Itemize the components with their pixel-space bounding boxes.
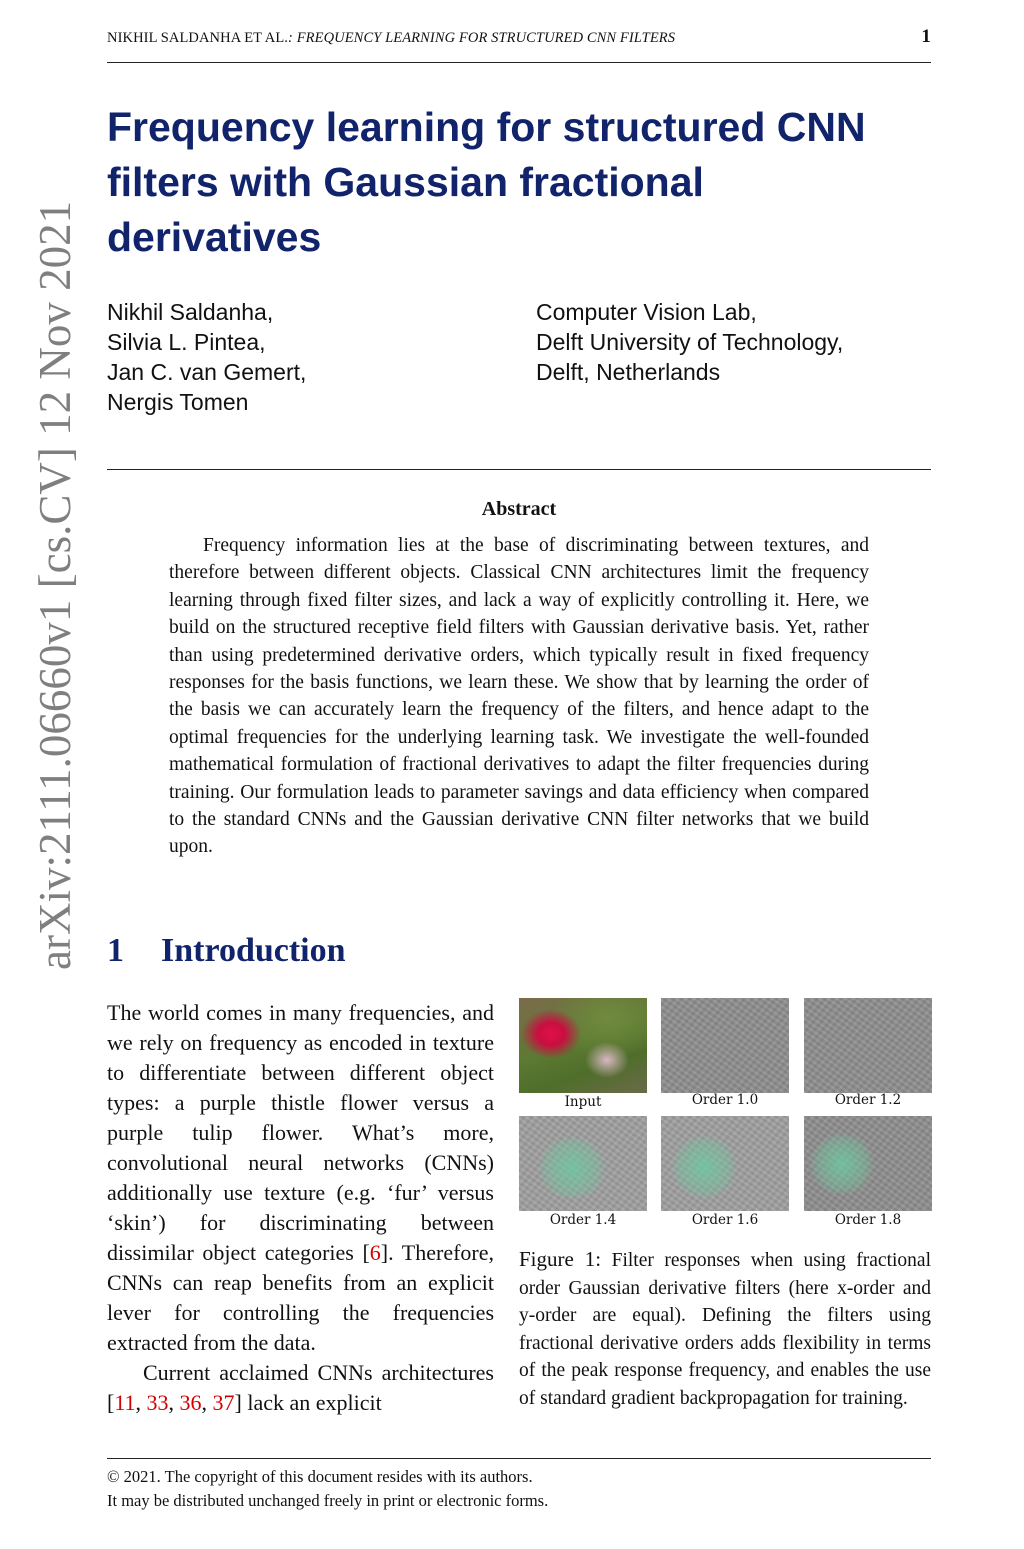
- filter-response-image: [519, 1116, 647, 1211]
- figure-tile-order-1-4: [519, 1116, 647, 1228]
- author-list: [107, 297, 306, 417]
- citation-link[interactable]: 33: [146, 1390, 169, 1415]
- affiliation-line: Computer Vision Lab,: [536, 299, 757, 325]
- section-number: 1: [107, 932, 124, 969]
- intro-paragraph: [107, 998, 494, 1358]
- intro-text-run: Current acclaimed CNNs architectures [: [107, 1360, 494, 1415]
- section-title: Introduction: [161, 932, 346, 969]
- header-rule: [107, 62, 931, 63]
- header-authors: NIKHIL SALDANHA ET AL.: [107, 30, 289, 46]
- figure-tile-order-1-0: [661, 998, 789, 1108]
- figure-1: [519, 998, 932, 1233]
- footer-rule: [107, 1458, 931, 1459]
- filter-response-image: [661, 998, 789, 1093]
- copyright-line: © 2021. The copyright of this document resides with its authors.: [107, 1467, 533, 1486]
- section-heading: [107, 932, 346, 970]
- title-line: filters with Gaussian fractional: [107, 159, 704, 205]
- arxiv-stamp: arXiv:2111.06660v1 [cs.CV] 12 Nov 2021: [30, 200, 80, 970]
- figure-tile-order-1-6: [661, 1116, 789, 1228]
- citation-separator: ,: [168, 1390, 180, 1415]
- author: Nergis Tomen: [107, 389, 249, 415]
- copyright-footer: [107, 1465, 548, 1513]
- abstract-text: Frequency information lies at the base of discriminating between textures, and therefore between different objects. Classical CNN architectures limit the frequency learning through fixed filter sizes, and lack a way of explicitly controlling it. Here, we build on the structured receptive field filters with Gaussian derivative basis. Yet, rather than using predetermined derivative orders, which typically result in fixed frequency responses for the basis functions, we learn these. We show that by learning the order of the basis we can accurately learn the frequency of the filters, and hence adapt to the optimal frequencies for the underlying learning task. We investigate the well-founded mathematical formulation of fractional derivatives to adapt the filter frequencies during training. Our formulation leads to parameter savings and data efficiency when compared to the standard CNNs and the Gaussian derivative CNN filter networks that we build upon.: [169, 535, 869, 858]
- distribution-line: It may be distributed unchanged freely in print or electronic forms.: [107, 1491, 549, 1510]
- tile-label: Order 1.2: [834, 1092, 902, 1108]
- filter-response-image: [661, 1116, 789, 1211]
- filter-response-image: [804, 998, 932, 1093]
- citation-separator: ,: [135, 1390, 147, 1415]
- paper-title: [107, 100, 927, 265]
- tile-label: Order 1.0: [691, 1092, 759, 1108]
- citation-separator: ,: [201, 1390, 213, 1415]
- tile-label: Order 1.6: [691, 1212, 759, 1228]
- title-line: derivatives: [107, 214, 322, 260]
- abstract-rule: [107, 469, 931, 470]
- intro-text-run: ] lack an explicit: [234, 1390, 382, 1415]
- figure-label: Figure 1:: [519, 1247, 602, 1271]
- response-blob: [671, 1136, 737, 1198]
- author: Silvia L. Pintea,: [107, 329, 266, 355]
- citation-link[interactable]: 36: [179, 1390, 202, 1415]
- figure-tile-input: [519, 998, 647, 1110]
- intro-text: [107, 998, 494, 1418]
- caption-text: Filter responses when using fractional order Gaussian derivative filters (here x-order and y-order are equal). Defining the filters using fractional derivative orders adds flexibility in terms of the peak response frequency, and enables the use of standard gradient backpropagation for training.: [519, 1250, 931, 1409]
- running-header: [107, 26, 931, 47]
- author: Nikhil Saldanha,: [107, 299, 274, 325]
- affiliation-line: Delft University of Technology,: [536, 329, 844, 355]
- response-blob: [810, 1134, 874, 1194]
- header-colon: :: [288, 30, 293, 46]
- figure-caption: [519, 1246, 931, 1412]
- filter-response-image: [804, 1116, 932, 1211]
- abstract-heading: Abstract: [481, 498, 557, 520]
- response-blob: [537, 1138, 607, 1198]
- intro-text-run: The world comes in many frequencies, and we rely on frequency as encoded in texture to differentiate between different object types: a purple thistle flower versus a purple tulip flower. What’s more, convolutional neural networks (CNNs) additionally use texture (e.g. ‘fur’ versus ‘skin’) for discriminating between dissimilar object categories [: [107, 1000, 494, 1265]
- tile-label: Input: [564, 1094, 602, 1110]
- figure-tile-order-1-8: [804, 1116, 932, 1228]
- tile-label: Order 1.4: [549, 1212, 617, 1228]
- citation-link[interactable]: 37: [212, 1390, 235, 1415]
- header-short-title: FREQUENCY LEARNING FOR STRUCTURED CNN FILTERS: [296, 30, 676, 46]
- thistle-photo: [519, 998, 647, 1093]
- affiliation-line: Delft, Netherlands: [536, 359, 721, 385]
- figure-tile-order-1-2: [804, 998, 932, 1108]
- affiliation: [536, 297, 843, 387]
- intro-text-run: ]. Therefore, CNNs can reap benefits from an explicit lever for controlling the frequencies extracted from the data.: [107, 1240, 495, 1355]
- citation-link[interactable]: 6: [369, 1240, 381, 1265]
- page-number: 1: [921, 26, 931, 47]
- title-line: Frequency learning for structured CNN: [107, 104, 866, 150]
- citation-link[interactable]: 11: [114, 1390, 136, 1415]
- intro-paragraph: [107, 1358, 494, 1418]
- tile-label: Order 1.8: [834, 1212, 902, 1228]
- author: Jan C. van Gemert,: [107, 359, 307, 385]
